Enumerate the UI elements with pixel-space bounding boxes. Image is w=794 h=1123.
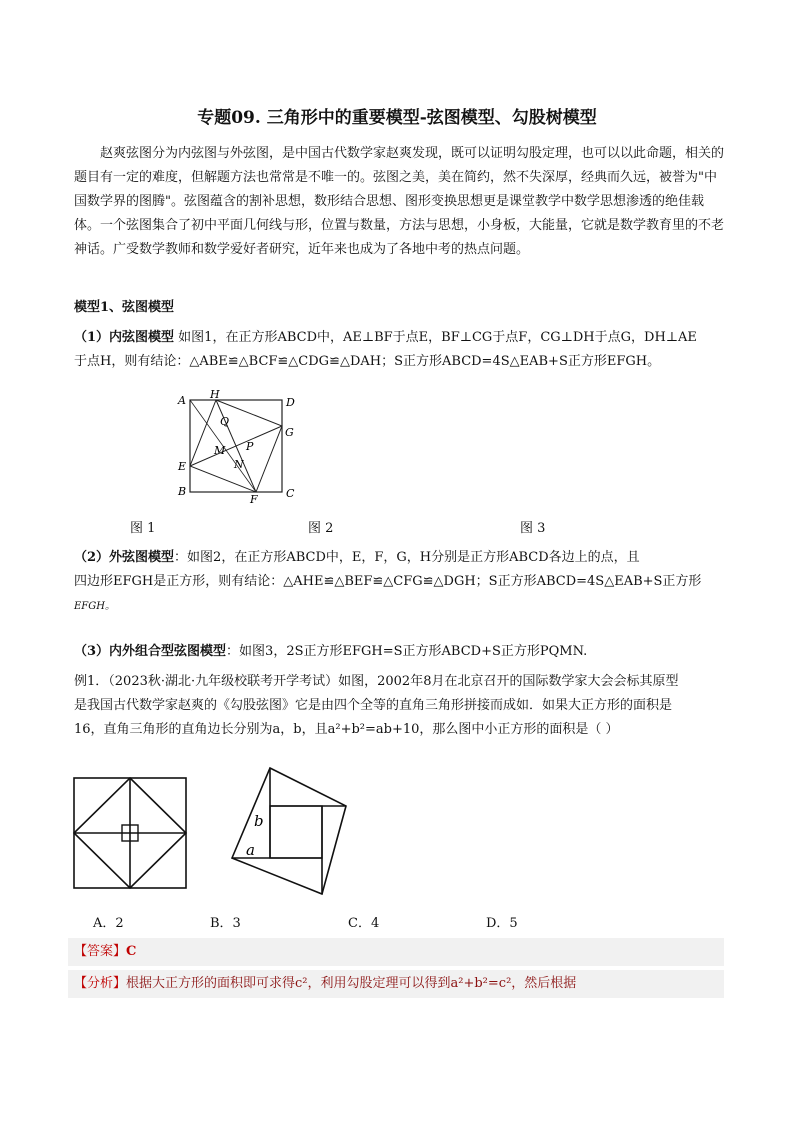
intro-paragraph	[74, 142, 724, 262]
figure-1-inner-chord	[176, 390, 306, 505]
fig1-label-b: B	[178, 485, 187, 498]
fig1-label-p: P	[246, 440, 254, 453]
para1-line1: 如图1，在正方形ABCD中，AE⊥BF于点E，BF⊥CG于点F，CG⊥DH于点G，DH⊥AE	[174, 330, 697, 345]
fig1-label-e: E	[178, 460, 187, 473]
para3-label: （3）内外组合型弦图模型	[74, 644, 227, 659]
fig1-label-m: M	[214, 444, 226, 457]
analysis-bar	[68, 970, 724, 998]
model-heading: 模型1、弦图模型	[74, 300, 175, 315]
para2-line2: 四边形EFGH是正方形，则有结论：△AHE≌△BEF≌△CFG≌△DGH；S正方形ABCD=4S△EAB+S正方形	[74, 574, 702, 589]
fig-b-label-a: a	[246, 841, 255, 859]
answer-bar	[68, 938, 724, 966]
fig1-label-a: A	[178, 394, 186, 407]
para2-line1: ：如图2，在正方形ABCD中，E，F，G，H分别是正方形ABCD各边上的点，且	[174, 550, 640, 565]
option-d[interactable]: D．5	[486, 916, 518, 931]
figure-example-a	[72, 776, 190, 890]
example-line3: 16，直角三角形的直角边长分别为a，b，且a²+b²=ab+10，那么图中小正方形的面积是（ ）	[74, 722, 619, 737]
caption-fig2: 图 2	[308, 521, 334, 536]
fig1-label-q: Q	[220, 415, 230, 428]
option-a[interactable]: A．2	[93, 916, 124, 931]
caption-fig1: 图 1	[130, 521, 156, 536]
para1-label: （1）内弦图模型	[74, 330, 175, 345]
analysis-tag: 【分析】	[74, 976, 127, 991]
answer-tag: 【答案】	[74, 944, 127, 959]
para1	[74, 326, 724, 374]
caption-fig3: 图 3	[520, 521, 546, 536]
fig1-label-f: F	[250, 493, 258, 505]
fig1-label-c: C	[286, 487, 295, 500]
intro-text: 赵爽弦图分为内弦图与外弦图，是中国古代数学家赵爽发现，既可以证明勾股定理，也可以以此命题，相关的题目有一定的难度，但解题方法也常常是不唯一的。弦图之美，美在简约，然不失深厚，经典而久远，被誉为"中国数学界的图腾"。弦图蕴含的割补思想，数形结合思想、图形变换思想更是课堂教学中数学思想渗透的绝佳载体。一个弦图集合了初中平面几何线与形，位置与数量，方法与思想，小身板，大能量，它就是数学教育里的不老神话。广受数学教师和数学爱好者研究，近年来也成为了各地中考的热点问题。	[74, 146, 725, 257]
para1-line2: 于点H，则有结论：△ABE≌△BCF≌△CDG≌△DAH；S正方形ABCD=4S△EAB+S正方形EFGH。	[74, 354, 661, 369]
fig1-label-g: G	[285, 426, 294, 439]
page-title: 专题09. 三角形中的重要模型-弦图模型、勾股树模型	[197, 108, 597, 128]
para3-text: ：如图3，2S正方形EFGH=S正方形ABCD+S正方形PQMN.	[226, 644, 588, 659]
para2-label: （2）外弦图模型	[74, 550, 175, 565]
fig1-label-n: N	[234, 458, 244, 471]
para2-line3: EFGH。	[74, 601, 115, 612]
option-b[interactable]: B．3	[210, 916, 241, 931]
example-line2: 是我国古代数学家赵爽的《勾股弦图》它是由四个全等的直角三角形拼接而成如．如果大正方形的面积是	[74, 698, 673, 713]
para2	[74, 546, 724, 619]
example-1	[74, 670, 724, 742]
figure-example-b	[228, 766, 350, 898]
option-c[interactable]: C．4	[348, 916, 380, 931]
analysis-text: 根据大正方形的面积即可求得c²，利用勾股定理可以得到a²+b²=c²，然后根据	[126, 976, 577, 991]
fig1-label-h: H	[210, 390, 220, 401]
answer-value: C	[126, 944, 137, 959]
fig-b-label-b: b	[254, 812, 264, 830]
para3	[74, 640, 724, 664]
example-line1: 例1．（2023秋·湖北·九年级校联考开学考试）如图，2002年8月在北京召开的国际数学家大会会标其原型	[74, 674, 679, 689]
fig1-label-d: D	[286, 396, 295, 409]
